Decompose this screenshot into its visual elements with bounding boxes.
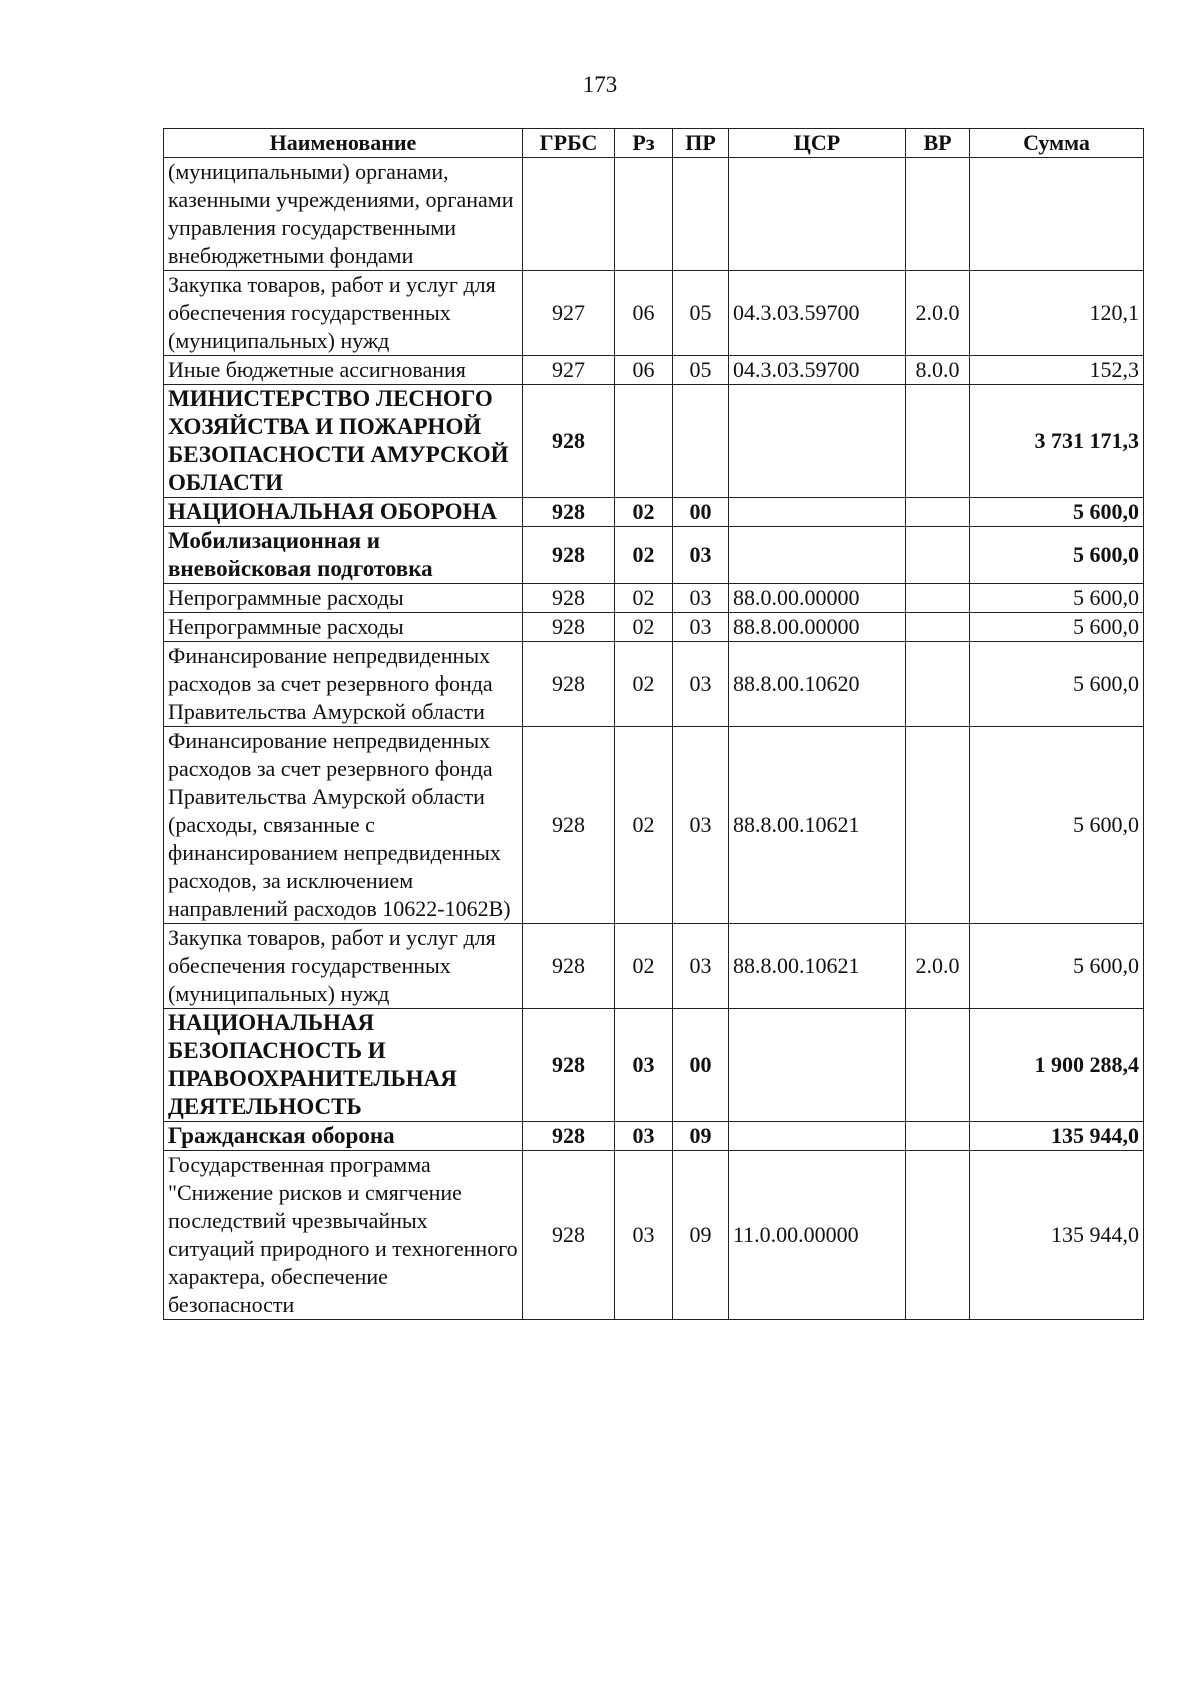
table-row — [164, 584, 1144, 613]
cell-rz: 03 — [615, 1122, 673, 1151]
header-rz: Рз — [615, 129, 673, 158]
cell-vr — [906, 158, 970, 271]
cell-rz: 03 — [615, 1151, 673, 1320]
cell-vr — [906, 527, 970, 584]
cell-csr — [729, 1009, 906, 1122]
header-vr: ВР — [906, 129, 970, 158]
cell-name: Мобилизационная и вневойсковая подготовка — [164, 527, 523, 584]
cell-vr: 2.0.0 — [906, 271, 970, 356]
table-row — [164, 1122, 1144, 1151]
cell-vr — [906, 1151, 970, 1320]
cell-vr — [906, 613, 970, 642]
cell-rz: 02 — [615, 613, 673, 642]
budget-table — [163, 128, 1144, 1320]
cell-rz: 02 — [615, 498, 673, 527]
cell-csr: 88.8.00.10620 — [729, 642, 906, 727]
table-row — [164, 924, 1144, 1009]
cell-name: Непрограммные расходы — [164, 584, 523, 613]
cell-pr: 03 — [673, 924, 729, 1009]
cell-name: Иные бюджетные ассигнования — [164, 356, 523, 385]
table-header — [164, 129, 1144, 158]
cell-csr — [729, 498, 906, 527]
cell-vr — [906, 642, 970, 727]
cell-grbs: 928 — [523, 584, 615, 613]
cell-csr — [729, 527, 906, 584]
cell-pr: 09 — [673, 1122, 729, 1151]
cell-csr: 04.3.03.59700 — [729, 271, 906, 356]
cell-csr — [729, 1122, 906, 1151]
cell-vr — [906, 385, 970, 498]
table-row — [164, 613, 1144, 642]
cell-pr: 09 — [673, 1151, 729, 1320]
table-row — [164, 642, 1144, 727]
cell-rz: 02 — [615, 924, 673, 1009]
header-csr: ЦСР — [729, 129, 906, 158]
cell-csr: 11.0.00.00000 — [729, 1151, 906, 1320]
cell-name: Финансирование непредвиденных расходов за счет резервного фонда Правительства Амурской области — [164, 642, 523, 727]
table-row — [164, 158, 1144, 271]
table-row — [164, 1151, 1144, 1320]
table-row — [164, 527, 1144, 584]
cell-rz: 03 — [615, 1009, 673, 1122]
cell-sum — [970, 158, 1144, 271]
cell-pr — [673, 385, 729, 498]
cell-name: Закупка товаров, работ и услуг для обеспечения государственных (муниципальных) нужд — [164, 271, 523, 356]
cell-name: Государственная программа "Снижение рисков и смягчение последствий чрезвычайных ситуаций природного и техногенного характера, обеспечение безопасности — [164, 1151, 523, 1320]
table-row — [164, 727, 1144, 924]
cell-name: Закупка товаров, работ и услуг для обеспечения государственных (муниципальных) нужд — [164, 924, 523, 1009]
cell-pr — [673, 158, 729, 271]
cell-name: МИНИСТЕРСТВО ЛЕСНОГО ХОЗЯЙСТВА И ПОЖАРНОЙ БЕЗОПАСНОСТИ АМУРСКОЙ ОБЛАСТИ — [164, 385, 523, 498]
cell-rz — [615, 158, 673, 271]
cell-rz: 02 — [615, 584, 673, 613]
cell-vr — [906, 584, 970, 613]
cell-csr — [729, 385, 906, 498]
header-grbs: ГРБС — [523, 129, 615, 158]
cell-name: НАЦИОНАЛЬНАЯ ОБОРОНА — [164, 498, 523, 527]
cell-rz: 06 — [615, 271, 673, 356]
cell-pr: 03 — [673, 727, 729, 924]
cell-name: Финансирование непредвиденных расходов за счет резервного фонда Правительства Амурской области (расходы, связанные с финансированием непредвиденных расходов, за исключением направлений расходов 10622-1062В) — [164, 727, 523, 924]
cell-sum: 152,3 — [970, 356, 1144, 385]
cell-grbs: 928 — [523, 642, 615, 727]
cell-grbs: 927 — [523, 356, 615, 385]
cell-pr: 03 — [673, 584, 729, 613]
cell-sum: 1 900 288,4 — [970, 1009, 1144, 1122]
cell-rz — [615, 385, 673, 498]
header-pr: ПР — [673, 129, 729, 158]
table-row — [164, 1009, 1144, 1122]
cell-rz: 02 — [615, 527, 673, 584]
table-row — [164, 356, 1144, 385]
cell-sum: 5 600,0 — [970, 642, 1144, 727]
cell-sum: 5 600,0 — [970, 924, 1144, 1009]
cell-pr: 03 — [673, 527, 729, 584]
cell-rz: 02 — [615, 642, 673, 727]
table-row — [164, 385, 1144, 498]
cell-csr: 88.8.00.10621 — [729, 727, 906, 924]
cell-vr — [906, 727, 970, 924]
cell-grbs: 928 — [523, 1009, 615, 1122]
cell-vr — [906, 1009, 970, 1122]
cell-grbs: 927 — [523, 271, 615, 356]
header-sum: Сумма — [970, 129, 1144, 158]
cell-pr: 03 — [673, 642, 729, 727]
cell-grbs: 928 — [523, 385, 615, 498]
cell-sum: 120,1 — [970, 271, 1144, 356]
header-row — [164, 129, 1144, 158]
cell-grbs: 928 — [523, 1151, 615, 1320]
cell-name: Гражданская оборона — [164, 1122, 523, 1151]
page-number: 173 — [582, 72, 618, 97]
cell-grbs: 928 — [523, 498, 615, 527]
cell-name: НАЦИОНАЛЬНАЯ БЕЗОПАСНОСТЬ И ПРАВООХРАНИТЕЛЬНАЯ ДЕЯТЕЛЬНОСТЬ — [164, 1009, 523, 1122]
cell-pr: 00 — [673, 498, 729, 527]
cell-pr: 05 — [673, 356, 729, 385]
cell-sum: 3 731 171,3 — [970, 385, 1144, 498]
cell-pr: 00 — [673, 1009, 729, 1122]
cell-grbs — [523, 158, 615, 271]
cell-vr: 8.0.0 — [906, 356, 970, 385]
cell-csr: 88.8.00.00000 — [729, 613, 906, 642]
header-name: Наименование — [164, 129, 523, 158]
cell-vr: 2.0.0 — [906, 924, 970, 1009]
cell-grbs: 928 — [523, 727, 615, 924]
cell-grbs: 928 — [523, 613, 615, 642]
cell-rz: 06 — [615, 356, 673, 385]
table-row — [164, 271, 1144, 356]
table-body — [164, 158, 1144, 1320]
cell-csr: 88.0.00.00000 — [729, 584, 906, 613]
cell-sum: 135 944,0 — [970, 1151, 1144, 1320]
cell-sum: 5 600,0 — [970, 613, 1144, 642]
cell-rz: 02 — [615, 727, 673, 924]
cell-pr: 05 — [673, 271, 729, 356]
cell-sum: 5 600,0 — [970, 527, 1144, 584]
cell-sum: 5 600,0 — [970, 498, 1144, 527]
cell-csr — [729, 158, 906, 271]
cell-sum: 135 944,0 — [970, 1122, 1144, 1151]
cell-pr: 03 — [673, 613, 729, 642]
cell-sum: 5 600,0 — [970, 584, 1144, 613]
cell-grbs: 928 — [523, 1122, 615, 1151]
cell-vr — [906, 1122, 970, 1151]
cell-grbs: 928 — [523, 527, 615, 584]
table-row — [164, 498, 1144, 527]
cell-sum: 5 600,0 — [970, 727, 1144, 924]
cell-name: Непрограммные расходы — [164, 613, 523, 642]
cell-vr — [906, 498, 970, 527]
cell-grbs: 928 — [523, 924, 615, 1009]
cell-name: (муниципальными) органами, казенными учреждениями, органами управления государственными внебюджетными фондами — [164, 158, 523, 271]
cell-csr: 88.8.00.10621 — [729, 924, 906, 1009]
cell-csr: 04.3.03.59700 — [729, 356, 906, 385]
